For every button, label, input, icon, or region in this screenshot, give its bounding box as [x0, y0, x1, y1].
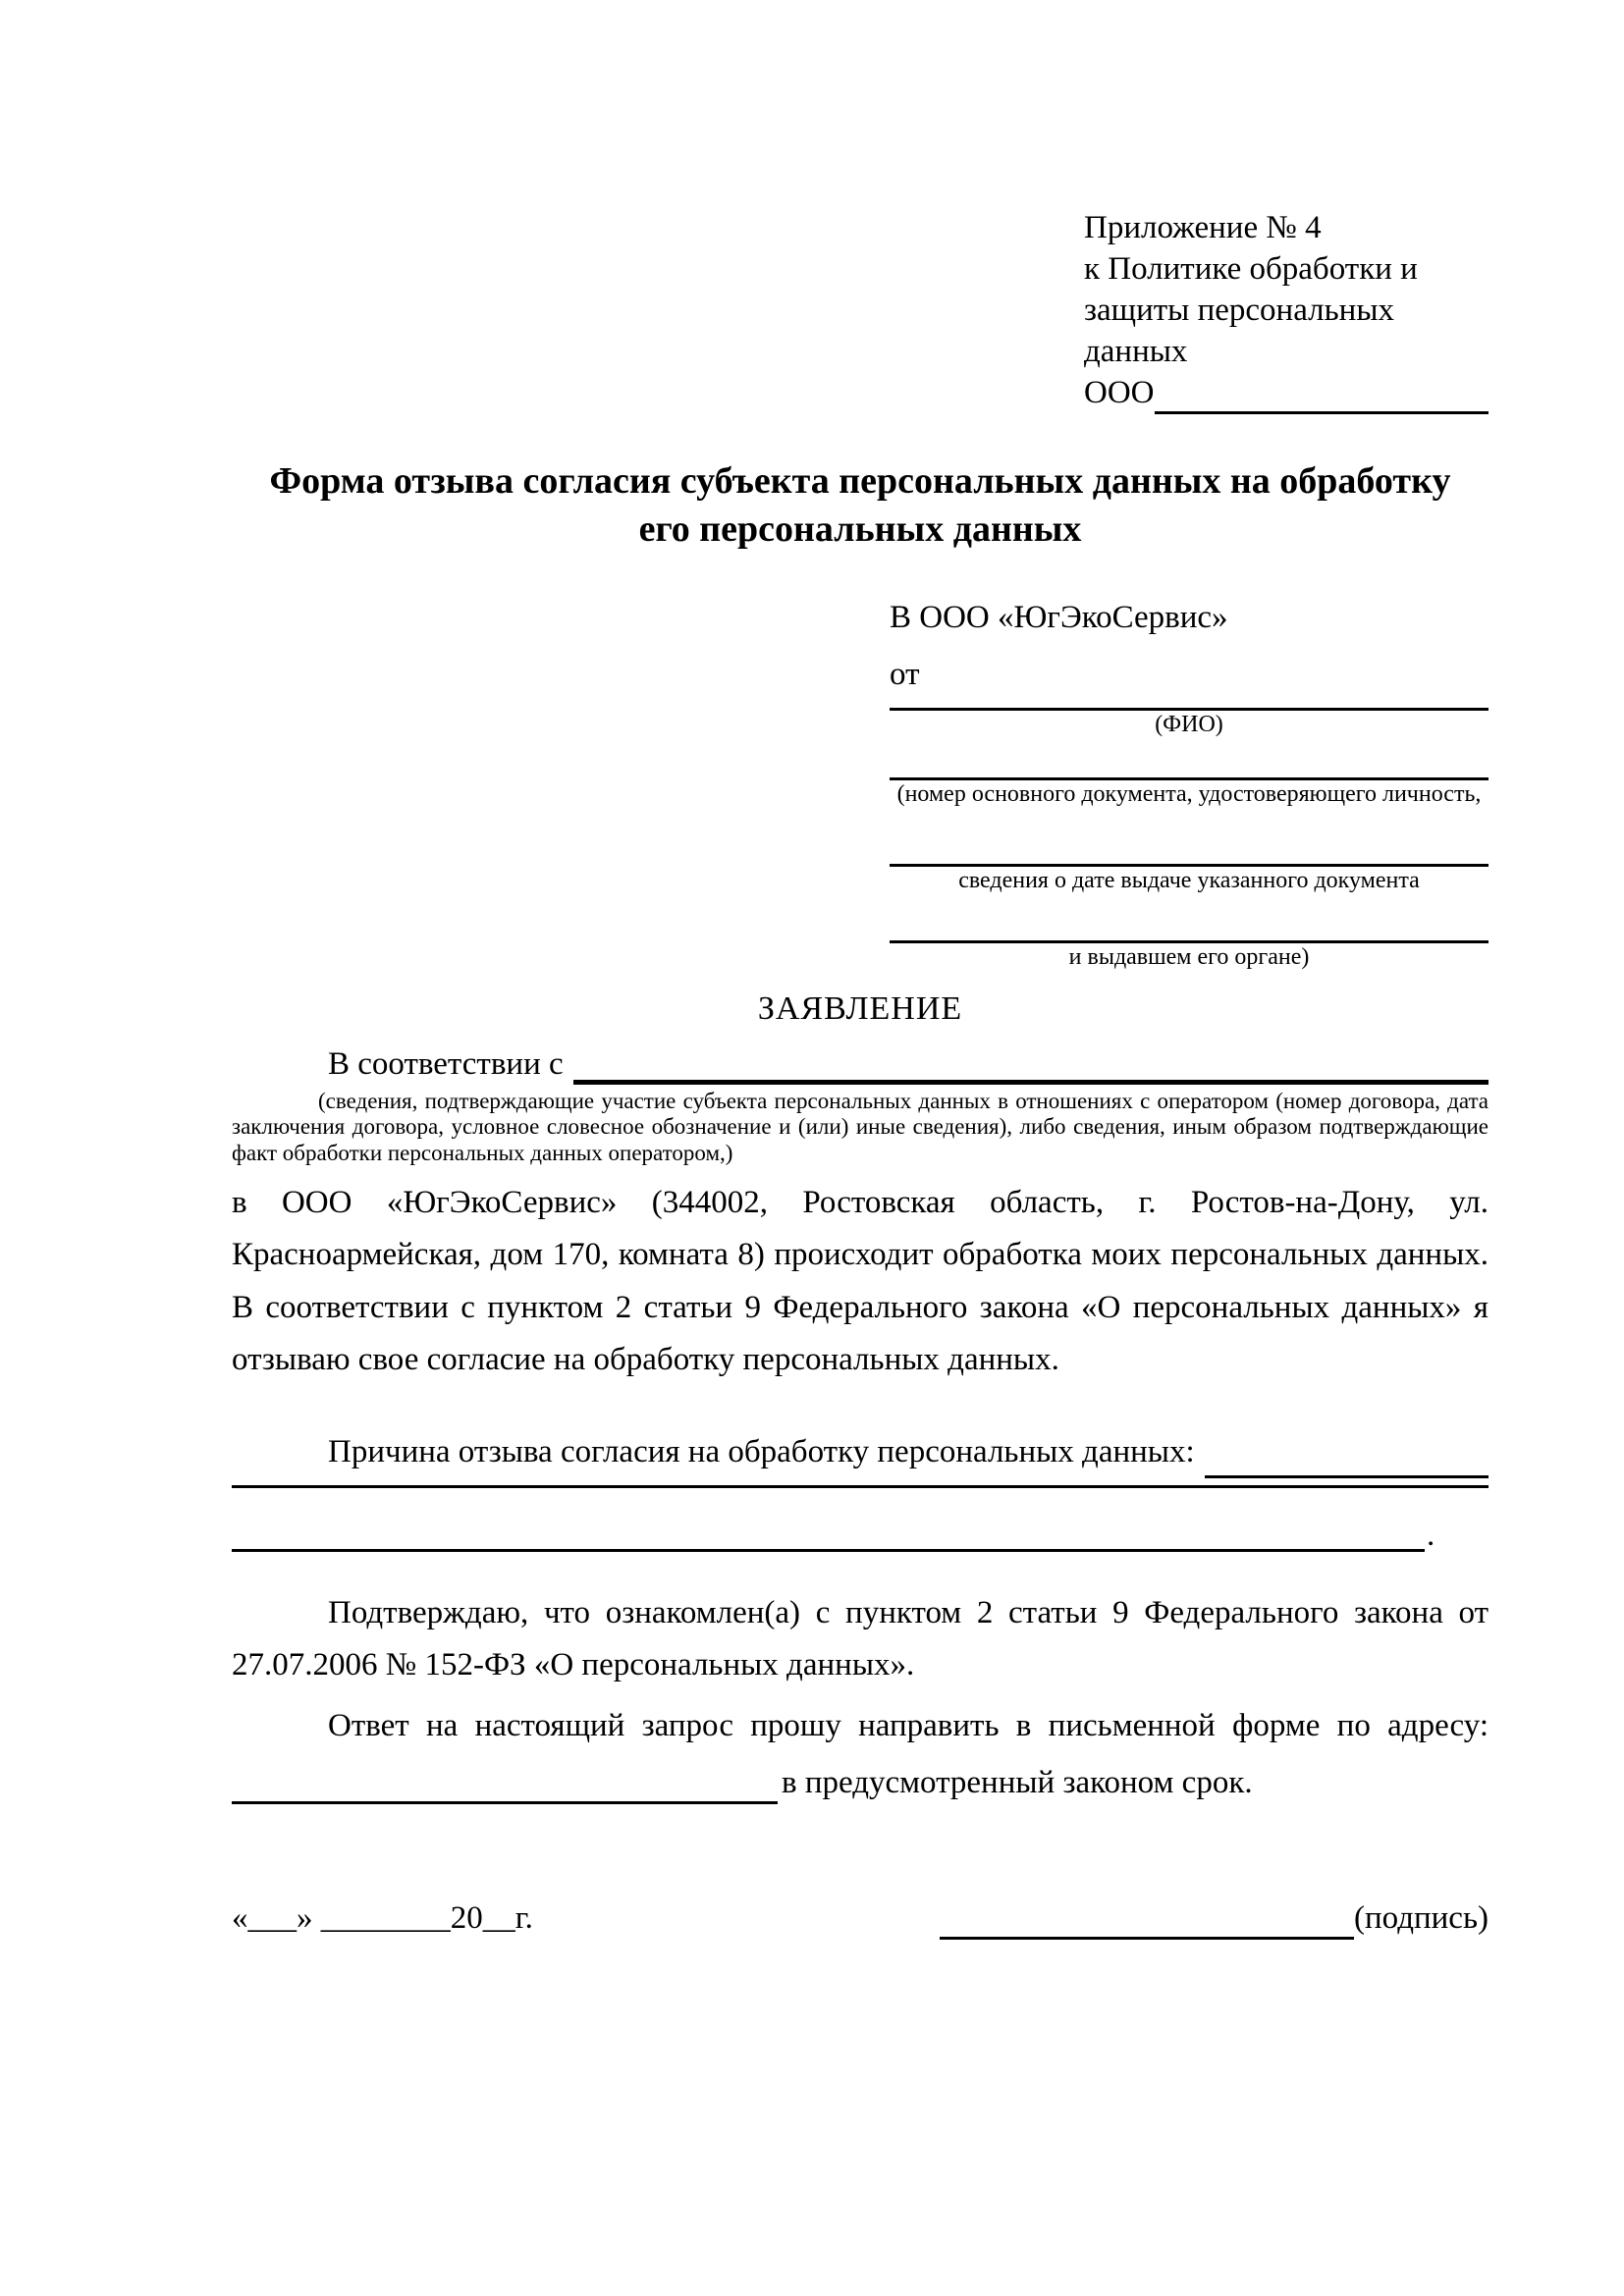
addressee-block — [890, 597, 1489, 971]
reason-blank-line — [1205, 1445, 1489, 1478]
signature-group — [940, 1898, 1489, 1940]
issuing-authority-field — [890, 914, 1489, 971]
document-number-blank-line — [890, 757, 1489, 780]
document-title: Форма отзыва согласия субъекта персональных данных на обработку его персональных данных — [269, 459, 1451, 550]
date-signature-row — [232, 1898, 1489, 1940]
reply-suffix: в предусмотренный законом срок. — [782, 1765, 1253, 1801]
basis-note: (сведения, подтверждающие участие субъекта персональных данных в отношениях с оператором (номер договора, дата заключения договора, условное словесное обозначение и (или) иные сведения), либо сведения, иным образом подтверждающие факт обработки персональных данных оператором,) — [232, 1088, 1489, 1166]
document-number-caption: (номер основного документа, удостоверяющего личность, — [896, 780, 1482, 807]
reason-blank-row-2 — [232, 1488, 1489, 1552]
annex-line: Приложение № 4 — [1084, 210, 1322, 245]
basis-prefix: В соответствии с — [328, 1045, 564, 1082]
address-blank-line — [232, 1752, 778, 1804]
annex-ooo-label: ООО — [1084, 374, 1155, 410]
fio-field — [890, 695, 1489, 738]
basis-line — [232, 1043, 1489, 1085]
reason-period: . — [1427, 1518, 1435, 1554]
statement-heading: ЗАЯВЛЕНИЕ — [757, 989, 963, 1027]
body-paragraph: в ООО «ЮгЭкоСервис» (344002, Ростовская область, г. Ростов-на-Дону, ул. Красноармейская, дом 170, комната 8) происходит обработка моих персональных данных. В соответствии с пунктом 2 статьи 9 Федерального закона «О персональных данных» я отзываю свое согласие на обработку персональных данных. — [232, 1184, 1489, 1378]
reply-address-line — [232, 1752, 1489, 1804]
date-line: «___» ________20__г. — [232, 1900, 533, 1937]
issue-date-blank-line — [890, 828, 1489, 867]
annex-line: защиты персональных данных — [1084, 292, 1394, 369]
issuing-authority-blank-line — [890, 914, 1489, 943]
reply-paragraph: Ответ на настоящий запрос прошу направить в письменной форме по адресу: — [328, 1707, 1489, 1743]
fio-blank-line — [890, 695, 1489, 711]
signature-caption: (подпись) — [1354, 1900, 1489, 1937]
addressee-org: В ООО «ЮгЭкоСервис» — [890, 600, 1228, 636]
issue-date-caption: сведения о дате выдаче указанного документа — [958, 867, 1420, 893]
addressee-from-label: от — [890, 657, 920, 693]
document-number-field — [890, 757, 1489, 808]
company-name-blank-line — [1155, 377, 1489, 414]
issuing-authority-caption: и выдавшем его органе) — [1068, 944, 1310, 971]
reason-line — [232, 1426, 1489, 1478]
fio-caption: (ФИО) — [1155, 712, 1223, 738]
issue-date-field — [890, 828, 1489, 894]
annex-block — [1084, 208, 1489, 414]
reason-blank-line-2 — [232, 1488, 1425, 1552]
reason-label: Причина отзыва согласия на обработку персональных данных: — [328, 1433, 1195, 1469]
annex-ooo-line — [1084, 373, 1489, 414]
reason-blank-row-1 — [232, 1478, 1489, 1488]
signature-blank-line — [940, 1900, 1354, 1940]
annex-line: к Политике обработки и — [1084, 250, 1418, 287]
basis-blank-line — [573, 1051, 1489, 1085]
confirmation-paragraph: Подтверждаю, что ознакомлен(а) с пунктом 2 статьи 9 Федерального закона от 27.07.2006 № 152-ФЗ «О персональных данных». — [232, 1595, 1489, 1683]
